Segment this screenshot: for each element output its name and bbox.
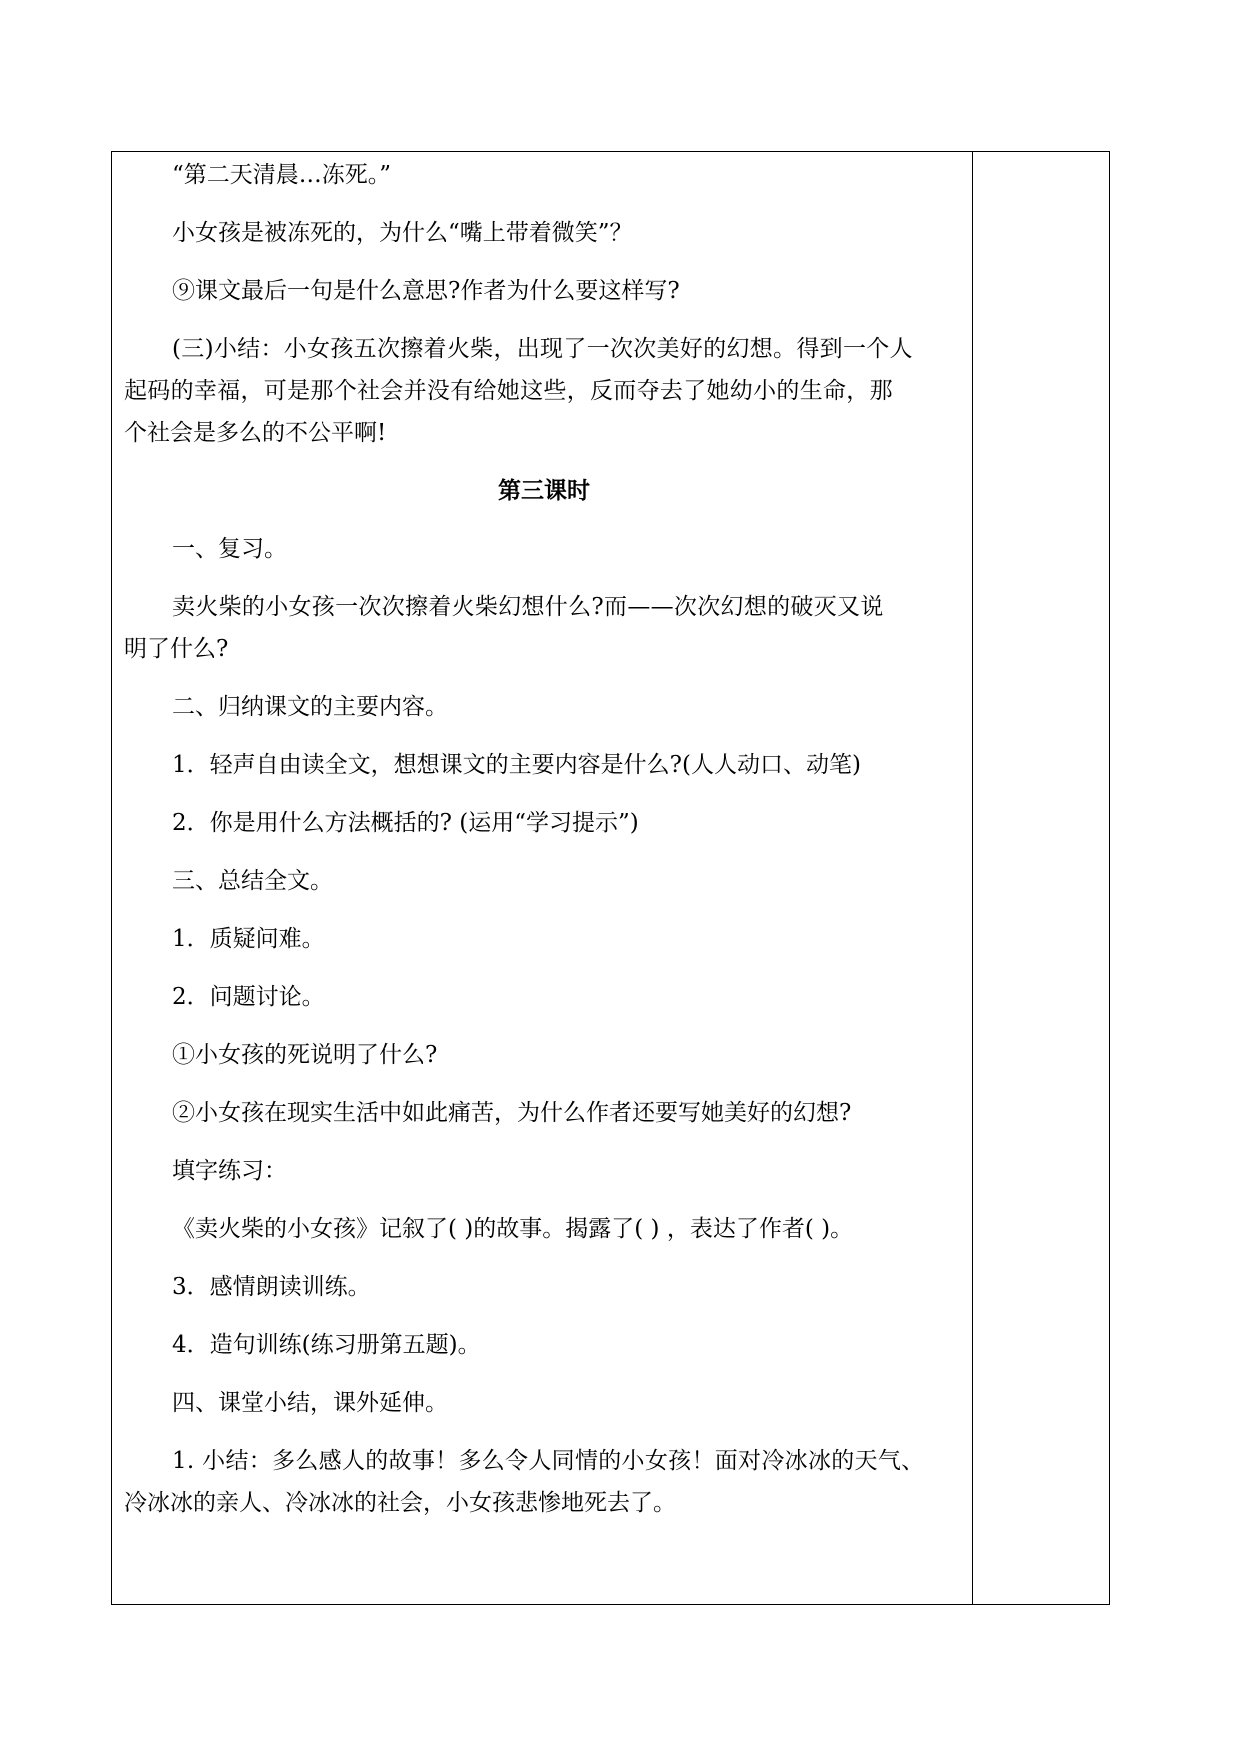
text-line: ⑨课文最后一句是什么意思?作者为什么要这样写? [172, 278, 680, 304]
text-line: 1. 小结：多么感人的故事！多么令人同情的小女孩！面对冷冰冰的天气、 [172, 1448, 925, 1474]
section-heading: 第三课时 [498, 478, 590, 504]
text-line: 4．造句训练(练习册第五题)。 [172, 1332, 481, 1358]
text-line: 1．轻声自由读全文，想想课文的主要内容是什么?(人人动口、动笔) [172, 752, 861, 778]
lesson-plan-table [111, 151, 1110, 1605]
text-line: 二、归纳课文的主要内容。 [172, 694, 448, 720]
text-line: “第二天清晨…冻死。” [172, 162, 392, 188]
text-line: 2．你是用什么方法概括的? (运用“学习提示”) [172, 810, 639, 836]
text-line: 1．质疑问难。 [172, 926, 325, 952]
text-line: 填字练习： [172, 1158, 287, 1184]
text-line: (三)小结：小女孩五次擦着火柴，出现了一次次美好的幻想。得到一个人 [172, 336, 913, 362]
content-cell [124, 152, 964, 1604]
text-line: 四、课堂小结，课外延伸。 [172, 1390, 448, 1416]
text-line: 一、复习。 [172, 536, 287, 562]
text-line: 冷冰冰的亲人、冷冰冰的社会，小女孩悲惨地死去了。 [124, 1490, 676, 1516]
text-line: 起码的幸福，可是那个社会并没有给她这些，反而夺去了她幼小的生命，那 [124, 378, 893, 404]
text-line: 《卖火柴的小女孩》记叙了( )的故事。揭露了( ) ，表达了作者( )。 [172, 1216, 854, 1242]
notes-cell [973, 152, 1109, 1604]
text-line: 明了什么? [124, 636, 229, 662]
text-line: 3．感情朗读训练。 [172, 1274, 371, 1300]
text-line: ②小女孩在现实生活中如此痛苦，为什么作者还要写她美好的幻想? [172, 1100, 852, 1126]
text-line: ①小女孩的死说明了什么? [172, 1042, 438, 1068]
text-line: 三、总结全文。 [172, 868, 333, 894]
text-line: 个社会是多么的不公平啊! [124, 420, 387, 446]
text-line: 卖火柴的小女孩一次次擦着火柴幻想什么?而——次次幻想的破灭又说 [172, 594, 884, 620]
text-line: 2．问题讨论。 [172, 984, 325, 1010]
text-line: 小女孩是被冻死的，为什么“嘴上带着微笑”？ [172, 220, 633, 246]
